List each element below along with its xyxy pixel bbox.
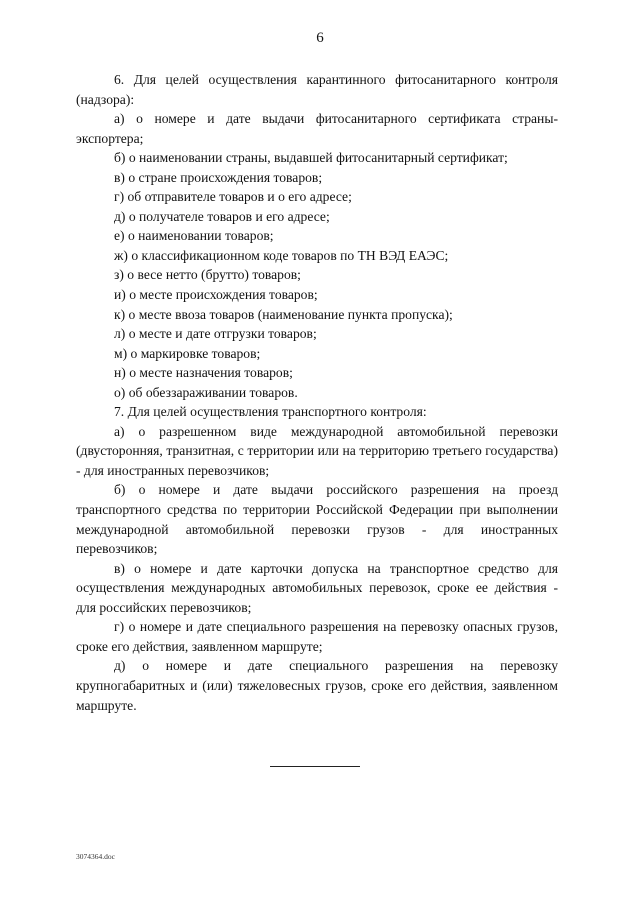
section-7-heading: 7. Для целей осуществления транспортного контроля: xyxy=(114,404,427,420)
list-item-6o: о) об обеззараживании товаров. xyxy=(114,384,298,400)
list-item-6v: в) о стране происхождения товаров; xyxy=(114,169,323,185)
list-item-6d: д) о получателе товаров и его адресе; xyxy=(114,208,330,224)
list-item-7a: а) о разрешенном виде международной автомобильной перевозки (двусторонняя, транзитная, с территории или на территорию третьего государства) - для иностранных перевозчиков; xyxy=(76,423,558,478)
page-number: 6 xyxy=(316,30,324,46)
list-item-6a: а) о номере и дате выдачи фитосанитарного сертификата страны-экспортера; xyxy=(76,111,558,146)
list-item-6n: н) о месте назначения товаров; xyxy=(114,365,293,381)
list-item-6z: з) о весе нетто (брутто) товаров; xyxy=(114,267,301,283)
list-item-7v: в) о номере и дате карточки допуска на транспортное средство для осуществления международных автомобильных перевозок, сроке ее действия - для российских перевозчиков; xyxy=(76,560,558,615)
list-item-6e: е) о наименовании товаров; xyxy=(114,228,274,244)
list-item-6g: г) об отправителе товаров и о его адресе; xyxy=(114,189,352,205)
list-item-7d: д) о номере и дате специального разрешения на перевозку крупногабаритных и (или) тяжеловесных грузов, сроке его действия, заявленном маршруте. xyxy=(76,658,558,713)
document-file-code: 3074364.doc xyxy=(76,852,115,861)
list-item-6i: и) о месте происхождения товаров; xyxy=(114,287,318,303)
section-6-heading: 6. Для целей осуществления карантинного фитосанитарного контроля (надзора): xyxy=(76,72,558,107)
list-item-6k: к) о месте ввоза товаров (наименование пункта пропуска); xyxy=(114,306,453,322)
list-item-6m: м) о маркировке товаров; xyxy=(114,345,261,361)
list-item-7g: г) о номере и дате специального разрешения на перевозку опасных грузов, сроке его действия, заявленном маршруте; xyxy=(76,619,558,654)
list-item-6b: б) о наименовании страны, выдавшей фитосанитарный сертификат; xyxy=(114,150,508,166)
list-item-7b: б) о номере и дате выдачи российского разрешения на проезд транспортного средства по территории Российской Федерации при выполнении международной автомобильной перевозки грузов - для иностранных перевозчиков; xyxy=(76,482,558,557)
end-divider-line xyxy=(270,766,360,767)
document-body xyxy=(76,70,558,715)
list-item-6zh: ж) о классификационном коде товаров по ТН ВЭД ЕАЭС; xyxy=(114,247,449,263)
list-item-6l: л) о месте и дате отгрузки товаров; xyxy=(114,326,317,342)
